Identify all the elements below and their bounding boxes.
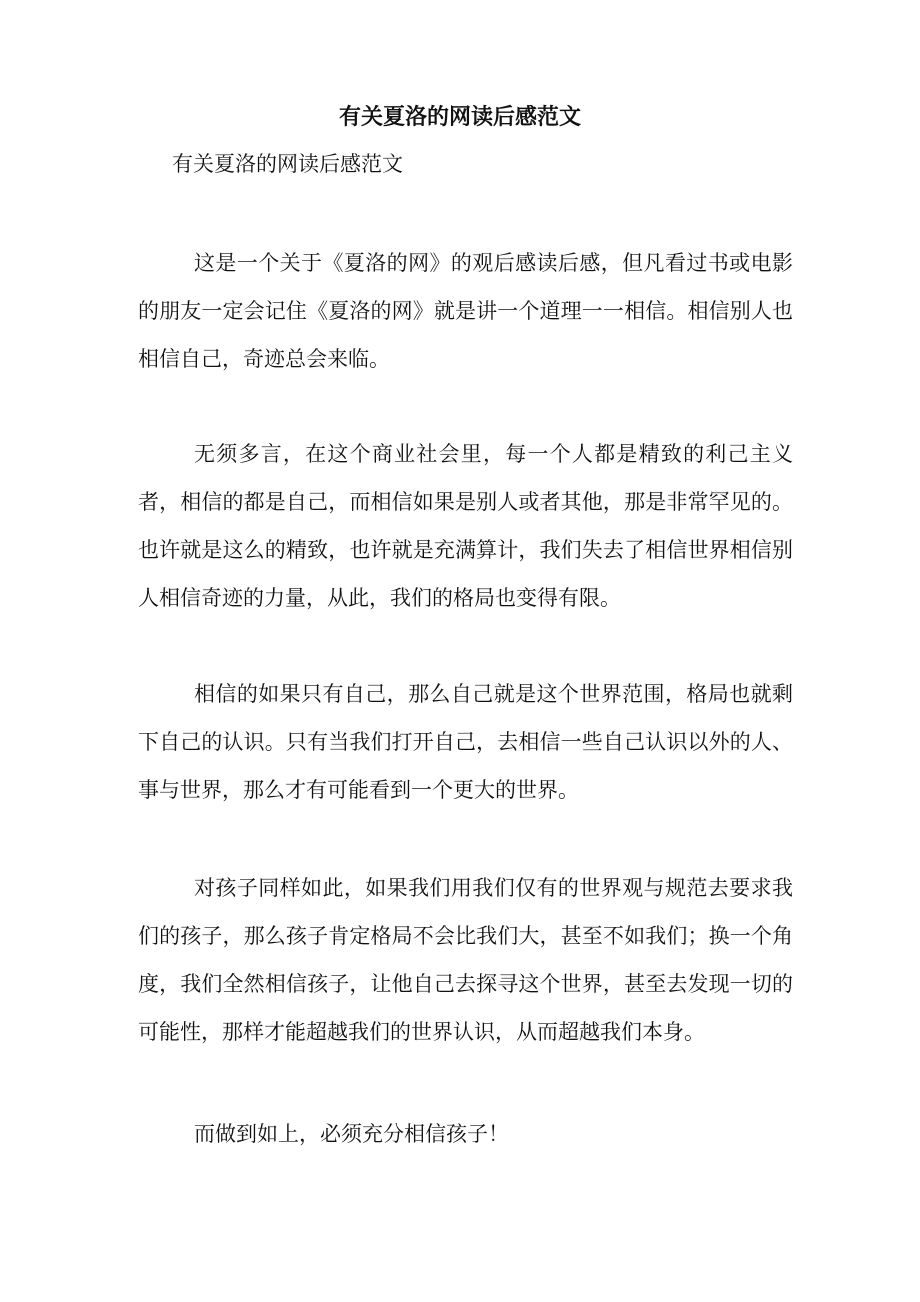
paragraph-4: 对孩子同样如此，如果我们用我们仅有的世界观与规范去要求我们的孩子，那么孩子肯定格局不会比我们大，甚至不如我们；换一个角度，我们全然相信孩子，让他自己去探寻这个世界，甚至去发现一切的可能性，那样才能超越我们的世界认识，从而超越我们本身。 <box>138 876 793 1044</box>
document-title: 有关夏洛的网读后感范文 <box>338 104 581 130</box>
document-subtitle: 有关夏洛的网读后感范文 <box>172 152 403 176</box>
paragraph-1: 这是一个关于《夏洛的网》的观后感读后感，但凡看过书或电影的朋友一定会记住《夏洛的网》就是讲一个道理一一相信。相信别人也相信自己，奇迹总会来临。 <box>138 251 793 371</box>
paragraph-3: 相信的如果只有自己，那么自己就是这个世界范围，格局也就剩下自己的认识。只有当我们打开自己，去相信一些自己认识以外的人、事与世界，那么才有可能看到一个更大的世界。 <box>138 682 793 802</box>
paragraph-5: 而做到如上，必须充分相信孩子！ <box>194 1122 509 1146</box>
paragraph-2: 无须多言，在这个商业社会里，每一个人都是精致的利己主义者，相信的都是自己，而相信如果是别人或者其他，那是非常罕见的。也许就是这么的精致，也许就是充满算计，我们失去了相信世界相信别人相信奇迹的力量，从此，我们的格局也变得有限。 <box>138 442 793 610</box>
